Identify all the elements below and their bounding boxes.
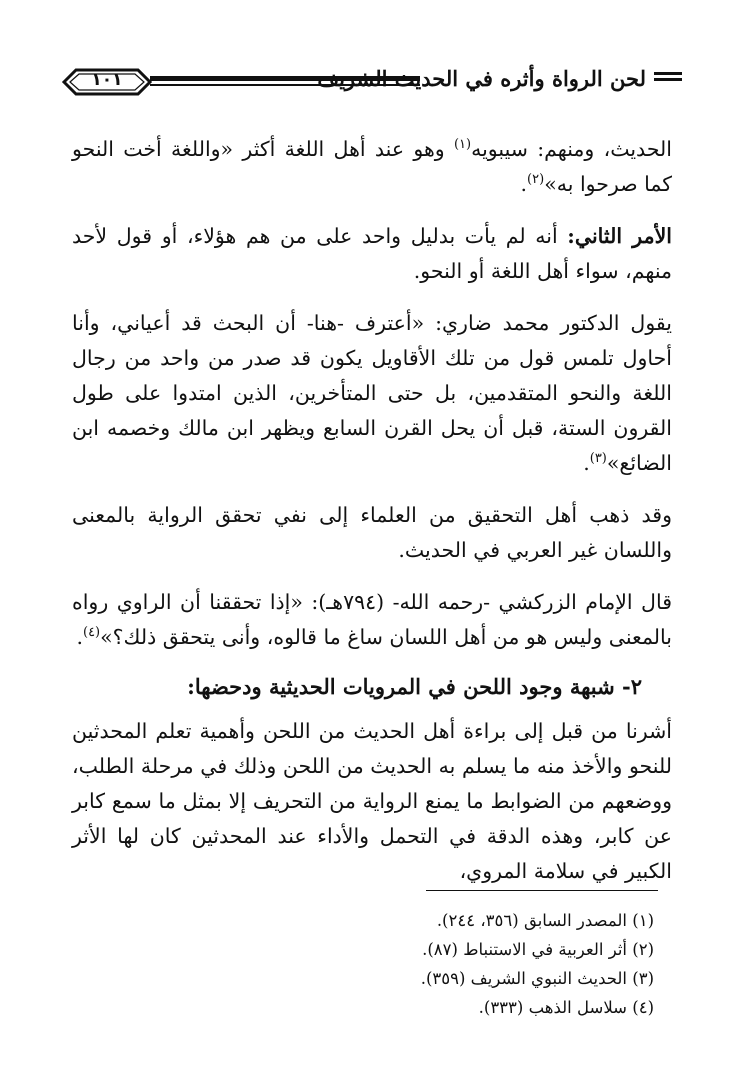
- paragraph-5: [72, 585, 672, 655]
- footnote-ref-3: (٣): [589, 451, 607, 467]
- running-title: لحن الرواة وأثره في الحديث الشريف: [317, 66, 646, 91]
- paragraph-5-end: .: [76, 625, 83, 649]
- paragraph-3-end: .: [583, 451, 590, 475]
- footnote-item: (٤) سلاسل الذهب (٣٣٣).: [478, 998, 654, 1017]
- paragraph-4: وقد ذهب أهل التحقيق من العلماء إلى نفي تحقق الرواية بالمعنى واللسان غير العربي في الحديث.: [72, 503, 672, 562]
- footnotes-list: [200, 906, 654, 1022]
- paragraph-1-end: .: [520, 172, 528, 196]
- paragraph-1-text-continued: وهو عند أهل اللغة أكثر «واللغة أخت النحو كما صرحوا به»: [72, 137, 672, 196]
- footnote-item: (٣) الحديث النبوي الشريف (٣٥٩).: [420, 969, 654, 988]
- paragraph-3: [72, 306, 672, 481]
- paragraph-1: [72, 132, 672, 202]
- footnote-ref-4: (٤): [82, 625, 101, 641]
- page-number-badge: [62, 68, 152, 96]
- paragraph-1-text: الحديث، ومنهم: سيبويه: [471, 137, 672, 161]
- paragraph-5-text: قال الإمام الزركشي -رحمه الله- (٧٩٤هـ): «إذا تحققنا أن الراوي رواه بالمعنى وليس هو من أهل اللسان ساغ ما قالوه، وأنى يتحقق ذلك؟»: [72, 590, 672, 649]
- footnote-separator: [426, 890, 658, 891]
- paragraph-6: أشرنا من قبل إلى براءة أهل الحديث من اللحن وأهمية تعلم المحدثين للنحو والأخذ منه ما يسلم به الحديث من اللحن وذلك في مرحلة الطلب، ووضعهم من الضوابط ما يمنع الرواية من التحريف إلا بمثل ما سمع كابر عن كابر، وهذه الدقة في التحمل والأداء عند المحدثين كان لها الأثر الكبير في سلامة المروي،: [72, 719, 672, 883]
- page-header: [62, 62, 682, 102]
- paragraph-2: [72, 219, 672, 289]
- footnote-item: (٢) أثر العربية في الاستنباط (٨٧).: [422, 940, 654, 959]
- page-number: ١٠١: [91, 70, 123, 90]
- header-ornament: [654, 72, 682, 84]
- footnote-item: (١) المصدر السابق (٣٥٦، ٢٤٤).: [436, 911, 654, 930]
- paragraph-2-text: أنه لم يأت بدليل واحد على من هم هؤلاء، أو قول لأحد منهم، سواء أهل اللغة أو النحو.: [72, 224, 672, 283]
- main-text: [72, 132, 672, 889]
- footnote-ref-2: (٢): [527, 172, 545, 188]
- paragraph-2-lead: الأمر الثاني:: [567, 224, 672, 248]
- footnote-ref-1: (١): [453, 137, 472, 153]
- section-heading: ٢- شبهة وجود اللحن في المرويات الحديثية ودحضها:: [187, 674, 642, 699]
- paragraph-3-text: يقول الدكتور محمد ضاري: «أعترف -هنا- أن البحث قد أعياني، وأنا أحاول تلمس قول من تلك الأقاويل يكون قد صدر من واحد من رجال اللغة والنحو المتقدمين، بل حتى المتأخرين، الذين امتدوا على طول القرون الستة، قبل أن يحل القرن السابع ويظهر ابن مالك وخصمه ابن الضائع»: [72, 311, 672, 475]
